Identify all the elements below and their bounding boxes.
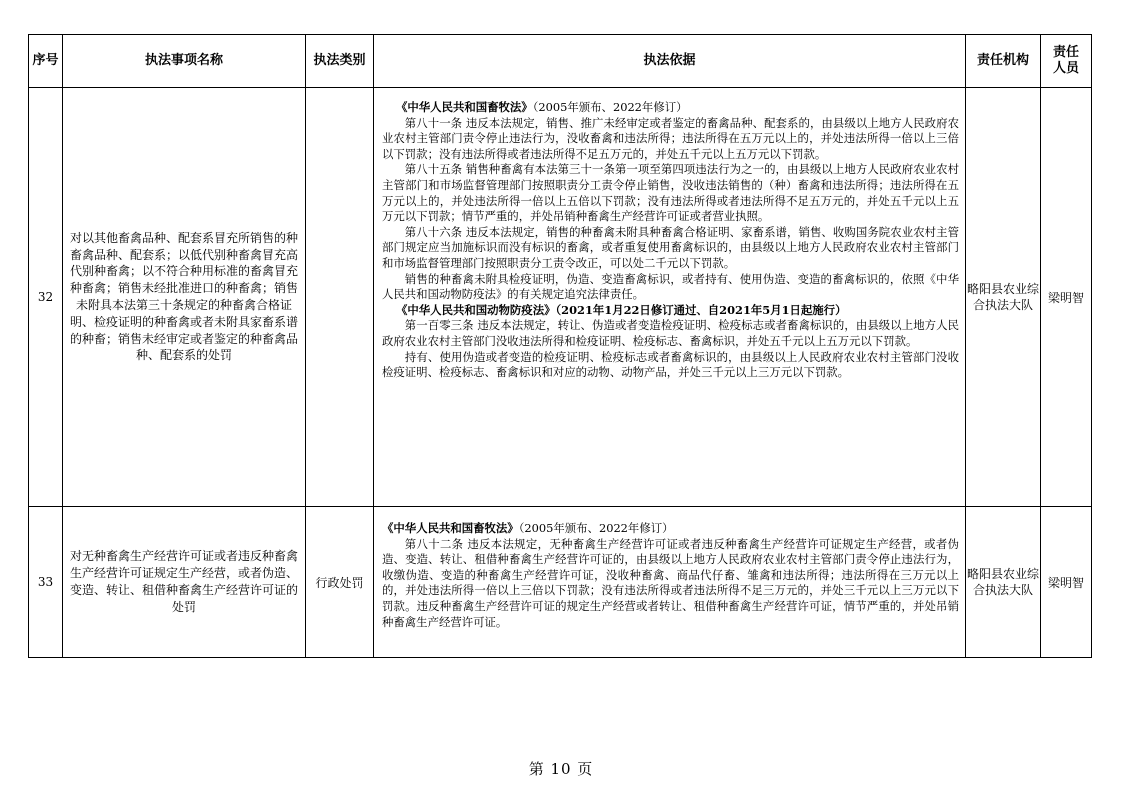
article-paragraph: 第八十二条 违反本法规定，无种畜禽生产经营许可证或者违反种畜禽生产经营许可证规定生产经营，或者伪造、变造、转让、租借种畜禽生产经营许可证的，由县级以上地方人民政府农业农村主管部门责令停止违法行为，收缴伪造、变造的种畜禽生产经营许可证，没收种畜禽、商品代仔畜、雏禽和违法所得；违法所得在三万元以上的，并处违法所得一倍以上三倍以下罚款；没有违法所得或者违法所得不足三万元的，并处三千元以上三万元以下罚款。违反种畜禽生产经营许可证的规定生产经营或者转让、租借种畜禽生产经营许可证，情节严重的，并处吊销种畜禽生产经营许可证。 [382,536,959,629]
law-name: 《中华人民共和国动物防疫法》 [396,302,556,317]
law-note: （2005年颁布、2022年修订） [518,521,674,535]
item-name: 对以其他畜禽品种、配套系冒充所销售的种畜禽品种、配套系；以低代别种畜禽冒充高代别种畜禽；以不符合种用标准的畜禽冒充种畜禽；销售未经批准进口的种畜禽；销售未附具本法第三十条规定的种畜禽合格证明、检疫证明的种畜禽或者未附具家畜系谱的种畜；销售未经审定或者鉴定的种畜禽品种、配套系的处罚 [63,88,306,507]
header-person-text: 责任人员 [1052,45,1079,76]
page-number: 第 10 页 [528,760,594,778]
article-paragraph: 第八十五条 销售种畜禽有本法第三十一条第一项至第四项违法行为之一的，由县级以上地方人民政府农业农村主管部门和市场监督管理部门按照职责分工责令停止销售，没收违法销售的（种）畜禽和违法所得；违法所得在五万元以上的，并处违法所得一倍以上五倍以下罚款；没有违法所得或者违法所得不足五万元的，并处五千元以上五万元以下罚款；情节严重的，并处吊销种畜禽生产经营许可证或者营业执照。 [382,162,959,224]
law-title [382,100,959,116]
law-note: （2005年颁布、2022年修订） [532,100,688,114]
responsible-org: 略阳县农业综合执法大队 [966,507,1041,658]
header-type: 执法类别 [306,35,374,88]
header-person [1041,35,1092,88]
law-name: 《中华人民共和国畜牧法》 [396,100,533,114]
header-org: 责任机构 [966,35,1041,88]
header-basis: 执法依据 [374,35,966,88]
header-name: 执法事项名称 [63,35,306,88]
article-paragraph: 第八十六条 违反本法规定，销售的种畜禽未附具种畜禽合格证明、家畜系谱，销售、收购国务院农业农村主管部门规定应当加施标识而没有标识的畜禽，或者重复使用畜禽标识的，由县级以上地方人民政府农业农村主管部门和市场监督管理部门按照职责分工责令改正，可以处二千元以下罚款。 [382,224,959,270]
item-type [306,88,374,507]
table-row [29,507,1092,658]
table-row [29,88,1092,507]
law-note: （2021年1月22日修订通过、自2021年5月1日起施行） [555,302,847,317]
article-paragraph: 持有、使用伪造或者变造的检疫证明、检疫标志或者畜禽标识的，由县级以上人民政府农业农村主管部门没收检疫证明、检疫标志、畜禽标识和对应的动物、动物产品，并处三千元以上三万元以下罚款。 [382,349,959,380]
law-title [382,303,959,319]
article-paragraph: 销售的种畜禽未附具检疫证明，伪造、变造畜禽标识，或者持有、使用伪造、变造的畜禽标识的，依照《中华人民共和国动物防疫法》的有关规定追究法律责任。 [382,271,959,302]
responsible-person: 梁明智 [1041,507,1092,658]
law-name: 《中华人民共和国畜牧法》 [382,521,519,535]
row-number: 33 [29,507,63,658]
row-number: 32 [29,88,63,507]
item-name: 对无种畜禽生产经营许可证或者违反种畜禽生产经营许可证规定生产经营，或者伪造、变造、转让、租借种畜禽生产经营许可证的处罚 [63,507,306,658]
header-row [29,35,1092,88]
legal-basis [374,88,966,507]
law-title [382,521,959,537]
responsible-org: 略阳县农业综合执法大队 [966,88,1041,507]
legal-basis [374,507,966,658]
item-type: 行政处罚 [306,507,374,658]
header-no: 序号 [29,35,63,88]
responsible-person: 梁明智 [1041,88,1092,507]
article-paragraph: 第一百零三条 违反本法规定，转让、伪造或者变造检疫证明、检疫标志或者畜禽标识的，由县级以上地方人民政府农业农村主管部门没收违法所得和检疫证明、检疫标志、畜禽标识，并处五千元以上五万元以下罚款。 [382,318,959,348]
article-paragraph: 第八十一条 违反本法规定，销售、推广未经审定或者鉴定的畜禽品种、配套系的，由县级以上地方人民政府农业农村主管部门责令停止违法行为，没收畜禽和违法所得；违法所得在五万元以上的，并处违法所得一倍以上三倍以下罚款；没有违法所得或者违法所得不足五万元的，并处五千元以上五万元以下罚款。 [382,115,959,161]
enforcement-table [28,34,1092,658]
